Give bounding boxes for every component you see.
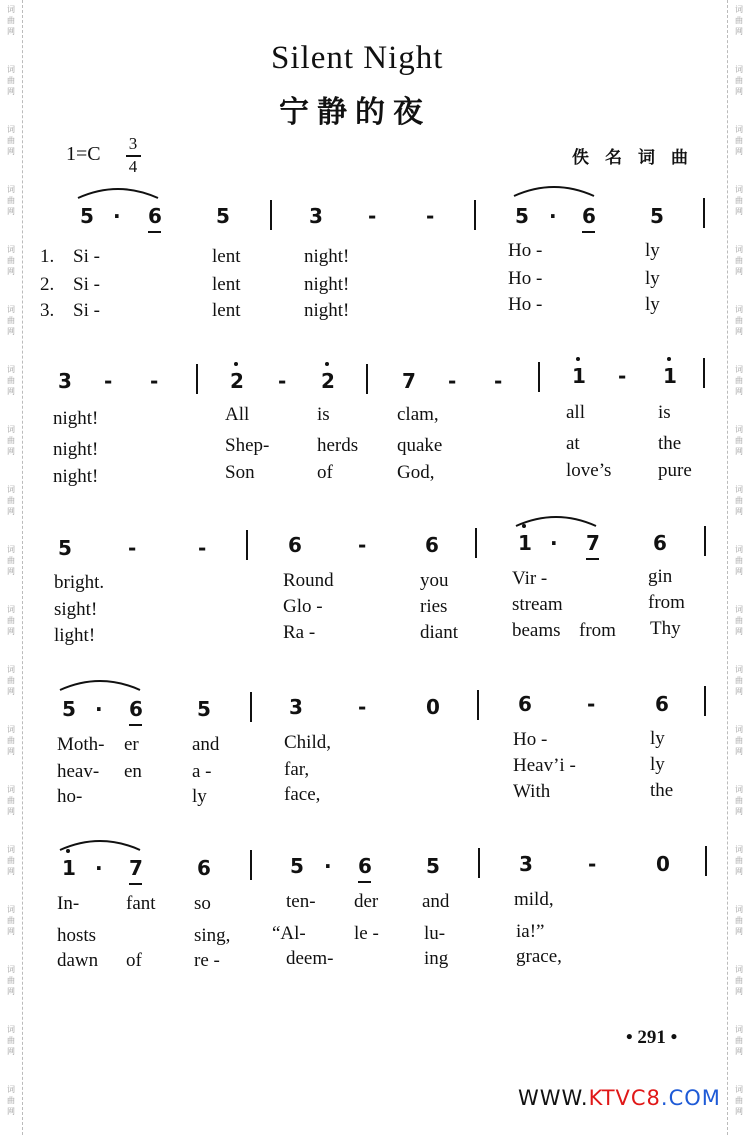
lyric: clam,	[397, 404, 439, 425]
eighth-underline	[586, 558, 599, 560]
side-watermark-text: 词曲网	[735, 185, 743, 216]
note: 6	[518, 692, 532, 716]
note: 6	[653, 531, 667, 555]
side-watermark-text: 词曲网	[735, 905, 743, 936]
side-watermark-text: 词曲网	[7, 65, 15, 96]
site-com: .COM	[660, 1086, 721, 1110]
lyric: from	[648, 592, 685, 613]
lyric: a -	[192, 761, 212, 782]
lyric: Si -	[73, 274, 100, 295]
note: 3	[289, 695, 303, 719]
lyric: ly	[645, 294, 660, 315]
lyric: diant	[420, 622, 458, 643]
augmentation-dot: ·	[549, 204, 557, 228]
lyric: Ho -	[508, 294, 543, 315]
barline	[474, 200, 476, 230]
augmentation-dot: ·	[324, 854, 332, 878]
side-watermark-text: 词曲网	[7, 785, 15, 816]
note: 6	[655, 692, 669, 716]
lyric: In-	[57, 893, 80, 914]
side-watermark-text: 词曲网	[7, 1025, 15, 1056]
side-watermark-text: 词曲网	[735, 1025, 743, 1056]
note: 5	[650, 204, 664, 228]
lyric: night!	[304, 274, 350, 295]
lyric: sing,	[194, 925, 231, 946]
lyric: ten-	[286, 891, 316, 912]
lyric: night!	[304, 300, 350, 321]
lyric: lu-	[424, 923, 446, 944]
lyric: Ho -	[513, 729, 548, 750]
page-number: • 291 •	[626, 1027, 678, 1048]
side-watermark-text: 词曲网	[7, 905, 15, 936]
lyric: ries	[420, 596, 448, 617]
note: 5	[58, 536, 72, 560]
rest-dash: -	[198, 536, 207, 560]
eighth-underline	[582, 231, 595, 233]
augmentation-dot: ·	[95, 697, 103, 721]
lyric: “Al-	[272, 923, 306, 944]
key-signature: 1=C	[66, 143, 101, 165]
barline	[196, 364, 198, 394]
barline	[705, 846, 707, 876]
note: 5	[290, 854, 304, 878]
augmentation-dot: ·	[95, 856, 103, 880]
note: 2	[321, 369, 335, 393]
lyric: Si -	[73, 246, 100, 267]
barline	[704, 686, 706, 716]
slur	[76, 186, 160, 200]
lyric: dawn	[57, 950, 99, 971]
lyric: at	[566, 433, 580, 454]
note: 1	[663, 364, 677, 388]
lyric: mild,	[514, 889, 554, 910]
rest-dash: -	[618, 364, 627, 388]
lyric: Son	[225, 462, 255, 483]
note: 5	[80, 204, 94, 228]
side-watermark-text: 词曲网	[7, 965, 15, 996]
high-octave-dot	[667, 357, 671, 361]
note: 5	[515, 204, 529, 228]
verse-number: 1.	[40, 246, 55, 267]
rest-dash: -	[358, 533, 367, 557]
lyric: heav-	[57, 761, 100, 782]
lyric: lent	[212, 300, 241, 321]
lyric: the	[658, 433, 682, 454]
note: 1	[62, 856, 76, 880]
lyric: love’s	[566, 460, 612, 481]
lyric: Ra -	[283, 622, 316, 643]
note: 7	[129, 856, 143, 880]
lyric: face,	[284, 784, 321, 805]
verse-number: 2.	[40, 274, 55, 295]
high-octave-dot	[325, 362, 329, 366]
side-watermark-text: 词曲网	[735, 305, 743, 336]
slur	[58, 678, 142, 692]
rest-dash: -	[494, 369, 503, 393]
side-watermark-text: 词曲网	[735, 5, 743, 36]
note: 1	[518, 531, 532, 555]
lyric: is	[317, 404, 330, 425]
lyric: All	[225, 404, 250, 425]
lyric: der	[354, 891, 379, 912]
augmentation-dot: ·	[550, 531, 558, 555]
lyric: Round	[283, 570, 334, 591]
site-brand: KTVC8	[588, 1086, 661, 1110]
side-watermark-text: 词曲网	[735, 605, 743, 636]
barline	[538, 362, 540, 392]
time-signature-bottom: 4	[128, 157, 138, 176]
lyric: Si -	[73, 300, 100, 321]
lyric: Glo -	[283, 596, 323, 617]
lyric: ly	[650, 728, 665, 749]
side-watermark-text: 词曲网	[735, 545, 743, 576]
side-watermark-text: 词曲网	[735, 665, 743, 696]
note: 5	[216, 204, 230, 228]
eighth-underline	[129, 724, 142, 726]
lyric: ia!”	[516, 921, 545, 942]
lyric: far,	[284, 759, 310, 780]
lyric: ho-	[57, 786, 83, 807]
lyric: quake	[397, 435, 443, 456]
lyric: God,	[397, 462, 435, 483]
side-watermark-text: 词曲网	[735, 425, 743, 456]
lyric: gin	[648, 566, 673, 587]
site-watermark[interactable]	[518, 1086, 721, 1110]
note: 1	[572, 364, 586, 388]
lyric: light!	[54, 625, 96, 646]
side-watermark-text: 词曲网	[735, 125, 743, 156]
slur	[512, 184, 596, 198]
barline	[475, 528, 477, 558]
lyric: is	[658, 402, 671, 423]
side-watermark-text: 词曲网	[7, 725, 15, 756]
note: 6	[288, 533, 302, 557]
side-watermark-text: 词曲网	[7, 5, 15, 36]
eighth-underline	[148, 231, 161, 233]
lyric: Shep-	[225, 435, 270, 456]
rest-zero: 0	[426, 695, 440, 719]
lyric: ly	[192, 786, 207, 807]
note: 5	[197, 697, 211, 721]
song-title-english: Silent Night	[271, 40, 444, 76]
eighth-underline	[129, 883, 142, 885]
lyric: night!	[53, 408, 99, 429]
lyric: night!	[53, 439, 99, 460]
lyric: ing	[424, 948, 449, 969]
side-watermark-text: 词曲网	[7, 185, 15, 216]
note: 6	[129, 697, 143, 721]
augmentation-dot: ·	[113, 204, 121, 228]
rest-dash: -	[426, 204, 435, 228]
side-watermark-text: 词曲网	[735, 725, 743, 756]
lyric: en	[124, 761, 142, 782]
side-watermark-text: 词曲网	[735, 785, 743, 816]
side-watermark-text: 词曲网	[7, 1085, 15, 1116]
barline	[246, 530, 248, 560]
note: 3	[58, 369, 72, 393]
lyric: night!	[53, 466, 99, 487]
lyric: ly	[650, 754, 665, 775]
song-title-chinese: 宁静的夜	[279, 95, 431, 130]
note: 3	[309, 204, 323, 228]
lyric: deem-	[286, 948, 334, 969]
lyric: le -	[354, 923, 379, 944]
side-watermark-text: 词曲网	[7, 665, 15, 696]
site-www: WWW.	[518, 1086, 589, 1110]
lyric: Thy	[650, 618, 681, 639]
slur	[58, 838, 142, 852]
rest-dash: -	[358, 695, 367, 719]
side-watermark-text: 词曲网	[7, 305, 15, 336]
side-watermark-text: 词曲网	[735, 65, 743, 96]
barline	[478, 848, 480, 878]
lyric: With	[513, 781, 551, 802]
lyric: grace,	[516, 946, 562, 967]
lyric: Heav’i -	[513, 755, 576, 776]
rest-dash: -	[588, 852, 597, 876]
lyric: you	[420, 570, 449, 591]
side-watermark-text: 词曲网	[7, 125, 15, 156]
barline	[366, 364, 368, 394]
lyric: pure	[658, 460, 692, 481]
high-octave-dot	[66, 849, 70, 853]
note: 3	[519, 852, 533, 876]
side-watermark-text: 词曲网	[735, 485, 743, 516]
note: 7	[586, 531, 600, 555]
eighth-underline	[358, 881, 371, 883]
side-watermark-text: 词曲网	[735, 365, 743, 396]
barline	[270, 200, 272, 230]
side-watermark-text: 词曲网	[7, 365, 15, 396]
lyric: night!	[304, 246, 350, 267]
lyric: so	[194, 893, 211, 914]
lyric: lent	[212, 274, 241, 295]
slur	[514, 514, 598, 528]
barline	[703, 198, 705, 228]
lyric: from	[579, 620, 616, 641]
lyric: of	[317, 462, 333, 483]
rest-dash: -	[150, 369, 159, 393]
lyric: Moth-	[57, 734, 105, 755]
side-watermark-text: 词曲网	[7, 425, 15, 456]
side-watermark-text: 词曲网	[7, 485, 15, 516]
lyric: er	[124, 734, 139, 755]
rest-dash: -	[104, 369, 113, 393]
lyric: Ho -	[508, 268, 543, 289]
rest-dash: -	[587, 692, 596, 716]
barline	[250, 850, 252, 880]
lyric: of	[126, 950, 142, 971]
side-watermark-text: 词曲网	[7, 605, 15, 636]
lyric: stream	[512, 594, 563, 615]
time-signature-top: 3	[128, 134, 138, 153]
rest-dash: -	[278, 369, 287, 393]
lyric: herds	[317, 435, 359, 456]
high-octave-dot	[576, 357, 580, 361]
side-watermark-text: 词曲网	[7, 545, 15, 576]
note: 6	[425, 533, 439, 557]
author-credit: 佚名词曲	[572, 148, 704, 168]
note: 5	[426, 854, 440, 878]
side-watermark-text: 词曲网	[735, 965, 743, 996]
rest-dash: -	[128, 536, 137, 560]
high-octave-dot	[234, 362, 238, 366]
lyric: Child,	[284, 732, 331, 753]
lyric: all	[566, 402, 585, 423]
lyric: bright.	[54, 572, 105, 593]
lyric: Ho -	[508, 240, 543, 261]
lyric: ly	[645, 268, 660, 289]
note: 6	[148, 204, 162, 228]
note: 7	[402, 369, 416, 393]
rest-dash: -	[368, 204, 377, 228]
note: 6	[582, 204, 596, 228]
note: 6	[197, 856, 211, 880]
note: 6	[358, 854, 372, 878]
barline	[703, 358, 705, 388]
lyric: ly	[645, 240, 660, 261]
lyric: lent	[212, 246, 241, 267]
side-watermark-text: 词曲网	[735, 845, 743, 876]
lyric: Vir -	[512, 568, 548, 589]
barline	[250, 692, 252, 722]
rest-zero: 0	[656, 852, 670, 876]
high-octave-dot	[522, 524, 526, 528]
lyric: fant	[126, 893, 156, 914]
lyric: hosts	[57, 925, 97, 946]
lyric: sight!	[54, 599, 98, 620]
barline	[704, 526, 706, 556]
lyric: the	[650, 780, 674, 801]
note: 2	[230, 369, 244, 393]
side-watermark-text: 词曲网	[735, 1085, 743, 1116]
lyric: and	[422, 891, 450, 912]
barline	[477, 690, 479, 720]
lyric: re -	[194, 950, 220, 971]
lyric: and	[192, 734, 220, 755]
side-watermark-text: 词曲网	[7, 845, 15, 876]
lyric: beams	[512, 620, 561, 641]
rest-dash: -	[448, 369, 457, 393]
side-watermark-text: 词曲网	[735, 245, 743, 276]
side-watermark-text: 词曲网	[7, 245, 15, 276]
note: 5	[62, 697, 76, 721]
verse-number: 3.	[40, 300, 55, 321]
